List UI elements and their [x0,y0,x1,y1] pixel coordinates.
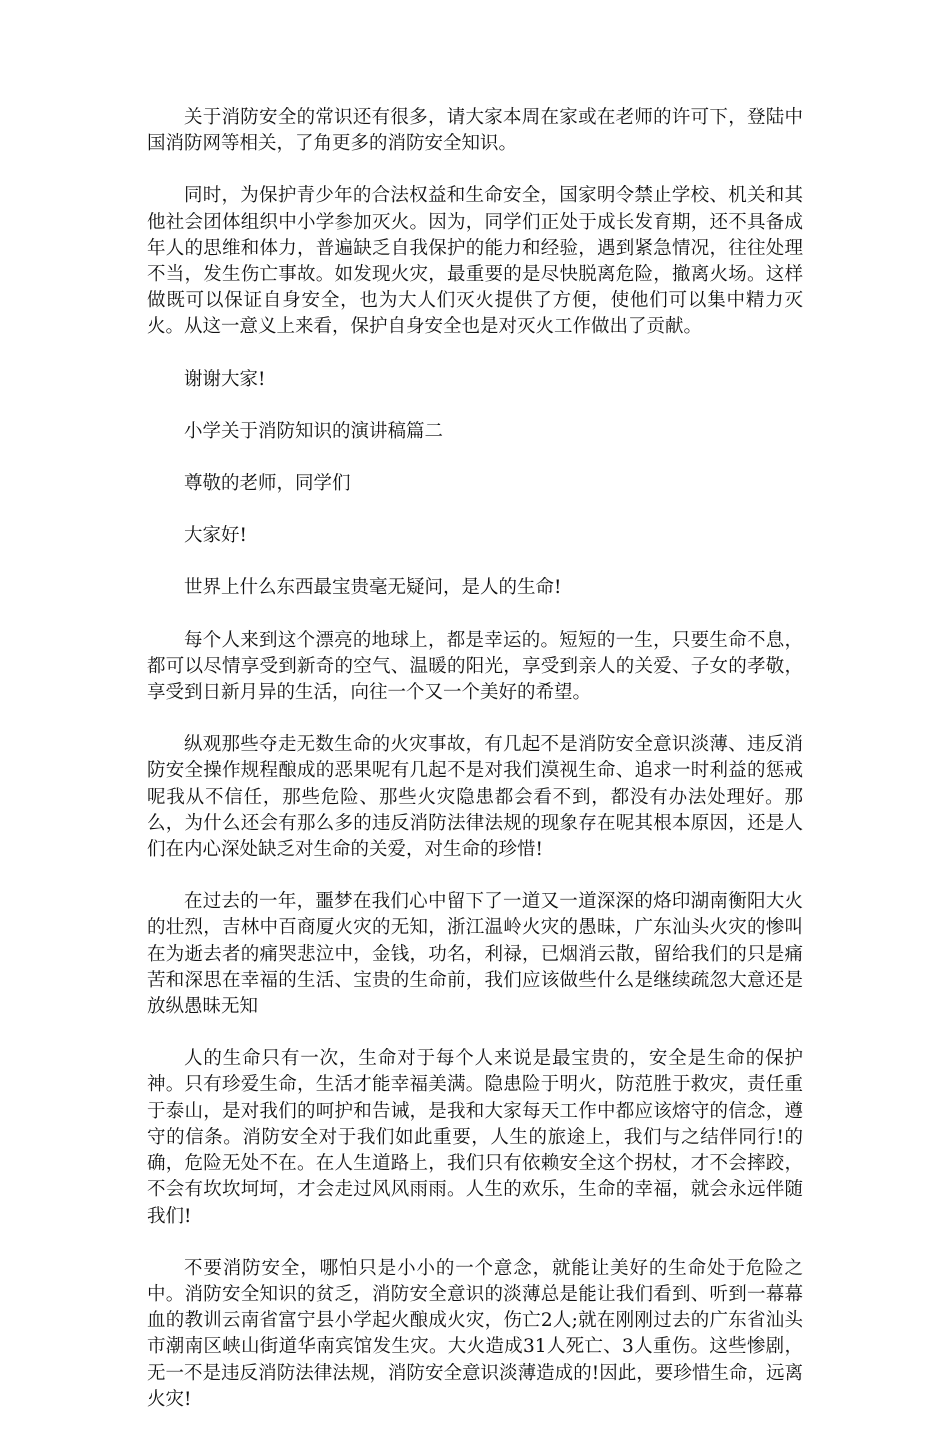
paragraph-salutation: 尊敬的老师，同学们 [184,473,351,495]
paragraph-fire-safety-knowledge: 关于消防安全的常识还有很多，请大家本周在家或在老师的许可下，登陆中国消防网等相关，了角更多的消防安全知识。 [147,107,803,155]
section-title: 小学关于消防知识的演讲稿篇二 [184,420,444,442]
paragraph-greeting: 大家好! [184,525,247,547]
paragraph-fire-accidents: 纵观那些夺走无数生命的火灾事故，有几起不是消防安全意识淡薄、违反消防安全操作规程酿成的恶果呢有几起不是对我们漠视生命、追求一时利益的惩戒呢我从不信任，那些危险、那些火灾隐患都会看不到，都没有办法处理好。那么，为什么还会有那么多的违反消防法律法规的现象存在呢其根本原因，还是人们在内心深处缺乏对生命的关爱，对生命的珍惜! [147,734,803,861]
paragraph-past-year: 在过去的一年，噩梦在我们心中留下了一道又一道深深的烙印湖南衡阳大火的壮烈，吉林中百商厦火灾的无知，浙江温岭火灾的愚昧，广东汕头火灾的惨叫在为逝去者的痛哭悲泣中，金钱，功名，利禄，已烟消云散，留给我们的只是痛苦和深思在幸福的生活、宝贵的生命前，我们应该做些什么是继续疏忽大意还是放纵愚昧无知 [147,891,803,1018]
document-body [147,105,803,1439]
paragraph-life-once: 人的生命只有一次，生命对于每个人来说是最宝贵的，安全是生命的保护神。只有珍爱生命，生活才能幸福美满。隐患险于明火，防范胜于救灾，责任重于泰山，是对我们的呵护和告诫，是我和大家每天工作中都应该熔守的信念，遵守的信条。消防安全对于我们如此重要，人生的旅途上，我们与之结伴同行!的确，危险无处不在。在人生道路上，我们只有依赖安全这个拐杖，才不会摔跤，不会有坎坎坷坷，才会走过风风雨雨。人生的欢乐，生命的幸福，就会永远伴随我们! [147,1048,803,1227]
paragraph-life-precious: 世界上什么东西最宝贵毫无疑问，是人的生命! [184,577,562,599]
paragraph-thanks: 谢谢大家! [184,368,266,390]
paragraph-protect-youth: 同时，为保护青少年的合法权益和生命安全，国家明令禁止学校、机关和其他社会团体组织中小学参加灭火。因为，同学们正处于成长发育期，还不具备成年人的思维和体力，普遍缺乏自我保护的能力和经验，遇到紧急情况，往往处理不当，发生伤亡事故。如发现火灾，最重要的是尽快脱离危险，撤离火场。这样做既可以保证自身安全，也为大人们灭火提供了方便，使他们可以集中精力灭火。从这一意义上来看，保护自身安全也是对灭火工作做出了贡献。 [147,185,803,338]
paragraph-lucky-life: 每个人来到这个漂亮的地球上，都是幸运的。短短的一生，只要生命不息，都可以尽情享受到新奇的空气、温暖的阳光，享受到亲人的关爱、子女的孝敬，享受到日新月异的生活，向往一个又一个美好的希望。 [147,629,803,704]
paragraph-cherish-life: 不要消防安全，哪怕只是小小的一个意念，就能让美好的生命处于危险之中。消防安全知识的贫乏，消防安全意识的淡薄总是能让我们看到、听到一幕幕血的教训云南省富宁县小学起火酿成火灾，伤亡2人;就在刚刚过去的广东省汕头市潮南区峡山街道华南宾馆发生灾。大火造成31人死亡、3人重伤。这些惨剧，无一不是违反消防法律法规，消防安全意识淡薄造成的!因此，要珍惜生命，远离火灾! [147,1257,803,1410]
